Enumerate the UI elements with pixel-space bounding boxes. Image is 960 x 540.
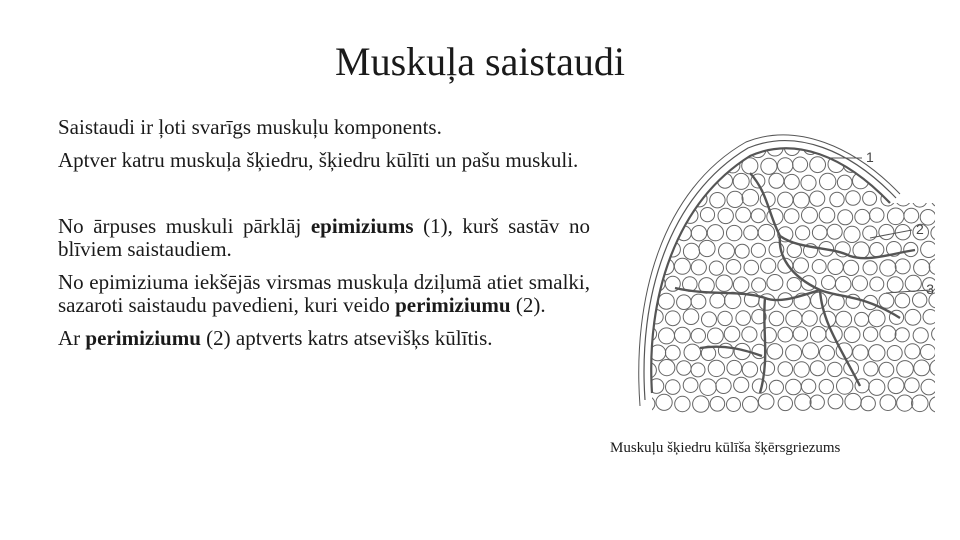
fiber-circle (702, 312, 717, 327)
fiber-circle (683, 378, 698, 393)
fiber-circle (802, 207, 818, 223)
fiber-circle (812, 260, 826, 274)
text-run: (2). (510, 293, 546, 317)
fiber-circle (700, 208, 714, 222)
fiber-circle (656, 394, 672, 410)
fiber-circle (879, 362, 894, 377)
fiber-circle (879, 158, 895, 174)
fiber-circle (742, 327, 757, 342)
fiber-circle (795, 394, 811, 410)
muscle-cross-section-figure (600, 118, 940, 438)
fiber-circle (889, 141, 904, 156)
fiber-circle (895, 328, 909, 342)
fiber-circle (784, 209, 799, 224)
fiber-circle (716, 378, 731, 393)
fiber-circle (786, 379, 802, 395)
fiber-circle (659, 360, 675, 376)
label-2: 2 (916, 221, 924, 237)
fiber-circle (665, 311, 680, 326)
fiber-circle (665, 141, 681, 157)
fiber-circle (778, 362, 793, 377)
fiber-circle (904, 242, 918, 256)
fiber-circle (819, 379, 833, 393)
fiber-circle (691, 260, 706, 275)
fiber-circle (632, 379, 648, 395)
fiber-circle (727, 360, 742, 375)
fiber-circle (708, 360, 724, 376)
fiber-circle (863, 191, 877, 205)
text-run: (1), kurš sastāv no blīviem saistaudiem. (58, 214, 590, 261)
fiber-circle (897, 361, 914, 378)
fiber-circle (683, 243, 699, 259)
fiber-circle (879, 224, 894, 239)
fiber-circle (861, 396, 876, 411)
paragraph-4 (58, 271, 590, 317)
fiber-circle (649, 140, 664, 155)
fiber-circle (726, 260, 741, 275)
fiber-circle (758, 394, 774, 410)
fiber-circle (658, 293, 674, 309)
fiber-circle (820, 345, 835, 360)
fiber-circle (718, 311, 732, 325)
fiber-circle (905, 275, 921, 291)
fiber-circle (887, 277, 903, 293)
fiber-circle (716, 275, 732, 291)
fiber-circle (810, 157, 826, 173)
fiber-circle (794, 362, 809, 377)
label-3: 3 (926, 281, 934, 297)
fiber-circle (880, 395, 896, 411)
fiber-circle (734, 377, 749, 392)
fiber-circle (751, 243, 765, 257)
fiber-circle (914, 360, 930, 376)
fiber-circle (912, 395, 929, 412)
fiber-circle (837, 140, 851, 154)
fiber-circle (691, 157, 707, 173)
text-run: No epimiziuma iekšējās virsmas muskuļa dziļumā atiet smalki, sazaroti saistaudu pavedieni, kuri veido (58, 270, 590, 317)
text-run: No ārpuses muskuli pārklāj (58, 214, 311, 238)
fiber-circle (751, 209, 765, 223)
fiber-circle (921, 241, 937, 257)
fiber-circle (649, 210, 664, 225)
fiber-circle (657, 158, 673, 174)
fiber-circle (708, 328, 724, 344)
fiber-circle (744, 226, 758, 240)
fiber-circle (736, 207, 751, 222)
fiber-circle (846, 191, 861, 206)
paragraph-2 (58, 149, 590, 172)
fiber-circle (828, 394, 843, 409)
fiber-circle (684, 344, 701, 361)
fiber-circle (761, 258, 776, 273)
fiber-circle (665, 173, 680, 188)
fiber-circle (778, 158, 793, 173)
fiber-circle (691, 363, 705, 377)
fiber-circle (801, 379, 815, 393)
fiber-circle (887, 208, 904, 225)
fiber-circle (786, 311, 802, 327)
fiber-circle (931, 192, 940, 207)
fiber-circle (633, 176, 648, 191)
fiber-circle (769, 173, 784, 188)
fiber-circle (855, 209, 870, 224)
fiber-circle (658, 224, 674, 240)
fiber-circle (827, 224, 842, 239)
fiber-circle (641, 157, 655, 171)
fiber-circle (915, 157, 929, 171)
fiber-circle (801, 175, 816, 190)
fiber-circle (929, 158, 940, 174)
fiber-circle (869, 345, 885, 361)
fiber-circle (810, 327, 826, 343)
fiber-circle (658, 192, 674, 208)
fiber-circle (632, 344, 648, 360)
fiber-circle (767, 344, 783, 360)
fiber-circle (707, 225, 723, 241)
fiber-circle (633, 141, 647, 155)
fiber-circle (870, 243, 884, 257)
fiber-circle (879, 293, 894, 308)
fiber-circle (760, 361, 774, 375)
fiber-circle (786, 345, 802, 361)
fiber-circle (802, 311, 817, 326)
fiber-circle (864, 362, 878, 376)
fiber-circle (701, 139, 716, 154)
fiber-circle (863, 261, 877, 275)
fiber-circle (758, 224, 774, 240)
paragraph-3 (58, 215, 590, 261)
fiber-circle (853, 345, 868, 360)
fiber-circle (659, 328, 675, 344)
muscle-fibers (631, 139, 940, 412)
fiber-circle (677, 295, 692, 310)
fiber-circle (665, 345, 680, 360)
fiber-circle (767, 275, 783, 291)
text-run: (2) aptverts katrs atsevišķs kūlītis. (200, 326, 493, 350)
fiber-circle (677, 361, 691, 375)
fiber-circle (743, 396, 759, 412)
fiber-circle (640, 259, 656, 275)
fiber-circle (845, 393, 861, 409)
fiber-circle (905, 344, 920, 359)
fiber-circle (923, 175, 938, 190)
fiber-circle (727, 225, 742, 240)
fiber-circle (793, 192, 809, 208)
fiber-circle (880, 326, 896, 342)
fiber-circle (640, 293, 655, 308)
fiber-circle (870, 208, 884, 222)
fiber-circle (709, 261, 723, 275)
fiber-circle (793, 157, 808, 172)
fiber-circle (905, 378, 920, 393)
fiber-circle (810, 361, 825, 376)
fiber-circle (693, 396, 709, 412)
paragraph-1 (58, 116, 590, 139)
text-run: Saistaudi ir ļoti svarīgs muskuļu komponents. (58, 115, 442, 139)
fiber-circle (736, 311, 751, 326)
fiber-circle (844, 260, 859, 275)
fiber-circle (718, 208, 733, 223)
fiber-circle (887, 346, 902, 361)
fiber-circle (691, 294, 706, 309)
fiber-circle (778, 396, 792, 410)
fiber-circle (904, 174, 919, 189)
fiber-circle (769, 311, 784, 326)
fiber-circle (683, 139, 699, 155)
fiber-circle (717, 141, 731, 155)
fiber-circle (812, 225, 827, 240)
fiber-circle (828, 259, 843, 274)
fiber-circle (836, 311, 852, 327)
fiber-circle (719, 243, 735, 259)
fiber-circle (922, 140, 937, 155)
fiber-circle (932, 327, 940, 341)
fiber-circle (931, 226, 940, 240)
fiber-circle (810, 191, 825, 206)
fiber-circle (912, 192, 927, 207)
fiber-circle (837, 378, 853, 394)
fiber-circle (930, 360, 940, 376)
fiber-circle (828, 362, 842, 376)
fiber-circle (651, 174, 665, 188)
fiber-circle (710, 293, 725, 308)
slide-title: Muskuļa saistaudi (335, 39, 625, 84)
fiber-circle (803, 343, 819, 359)
fiber-circle (735, 244, 749, 258)
fiber-circle (742, 362, 757, 377)
fiber-circle (811, 292, 827, 308)
fiber-circle (913, 328, 928, 343)
fiber-circle (888, 378, 904, 394)
fiber-circle (642, 226, 657, 241)
fiber-circle (700, 379, 717, 396)
fiber-circle (913, 293, 927, 307)
fiber-circle (733, 277, 749, 293)
fiber-circle (830, 192, 844, 206)
fiber-circle (852, 276, 867, 291)
fiber-circle (793, 327, 807, 341)
fiber-circle (819, 207, 835, 223)
fiber-circle (733, 173, 749, 189)
fiber-circle (632, 309, 648, 325)
fiber-circle (855, 312, 869, 326)
fiber-circle (691, 329, 705, 343)
fiber-circle (631, 277, 646, 292)
fiber-circle (921, 379, 937, 395)
fiber-circle (710, 193, 725, 208)
fiber-circle (742, 189, 759, 206)
fiber-circle (904, 140, 920, 156)
fiber-circle (640, 192, 656, 208)
fiber-circle (793, 258, 808, 273)
fiber-circle (724, 326, 740, 342)
fiber-circle (761, 328, 776, 343)
fiber-circle (666, 380, 681, 395)
fiber-circle (676, 157, 691, 172)
fiber-circle (929, 259, 940, 275)
fiber-circle (699, 240, 715, 256)
fiber-circle (810, 395, 824, 409)
fiber-circle (631, 242, 646, 257)
fiber-circle (744, 260, 759, 275)
fiber-circle (787, 278, 801, 292)
text-run: Ar (58, 326, 86, 350)
fiber-circle (640, 396, 655, 411)
fiber-circle (691, 226, 706, 241)
fiber-circle (887, 173, 903, 189)
fiber-circle (752, 278, 766, 292)
fiber-circle (796, 226, 810, 240)
fiber-circle (634, 208, 649, 223)
fiber-circle (778, 192, 793, 207)
fiber-circle (642, 327, 656, 341)
fiber-circle (897, 395, 913, 411)
fiber-circle (870, 277, 884, 291)
term-perimizium: perimiziumu (395, 293, 511, 317)
label-1: 1 (866, 149, 874, 165)
fiber-circle (761, 158, 777, 174)
fiber-circle (835, 276, 851, 292)
term-perimizium: perimiziumu (85, 326, 201, 350)
fiber-circle (895, 190, 911, 206)
fiber-circle (822, 276, 836, 290)
fiber-circle (837, 175, 852, 190)
fiber-circle (905, 309, 921, 325)
fiber-circle (880, 260, 896, 276)
fiber-circle (930, 397, 941, 413)
term-epimizium: epimiziums (310, 214, 414, 238)
fiber-circle (844, 226, 860, 242)
fiber-circle (709, 158, 724, 173)
fiber-circle (869, 379, 885, 395)
fiber-circle (921, 345, 936, 360)
fiber-circle (675, 396, 690, 411)
fiber-circle (778, 327, 793, 342)
fiber-circle (710, 397, 725, 412)
fiber-circle (853, 242, 869, 258)
fiber-circle (838, 210, 853, 225)
text-run: Aptver katru muskuļa šķiedru, šķiedru kūlīti un pašu muskuli. (58, 148, 579, 172)
fiber-circle (863, 327, 877, 341)
fiber-circle (718, 343, 733, 358)
fiber-circle (727, 398, 741, 412)
paragraph-5 (58, 327, 590, 350)
slide-body (58, 116, 590, 350)
fiber-circle (869, 310, 886, 327)
fiber-circle (640, 362, 656, 378)
fiber-circle (784, 174, 799, 189)
fiber-circle (769, 380, 783, 394)
epimysium-layer (639, 135, 900, 406)
fiber-circle (727, 191, 743, 207)
fiber-circle (914, 260, 930, 276)
fiber-circle (844, 327, 860, 343)
fiber-circle (895, 156, 911, 172)
fiber-circle (923, 310, 938, 325)
fiber-circle (863, 226, 877, 240)
fiber-circle (683, 309, 699, 325)
figure-caption: Muskuļu šķiedru kūlīša šķērsgriezums (610, 440, 841, 456)
fiber-circle (675, 327, 691, 343)
label-leader-lines (828, 158, 930, 293)
fiber-circle (820, 173, 836, 189)
fiber-circle (674, 258, 690, 274)
fiber-circle (895, 293, 910, 308)
fiber-circle (895, 259, 910, 274)
